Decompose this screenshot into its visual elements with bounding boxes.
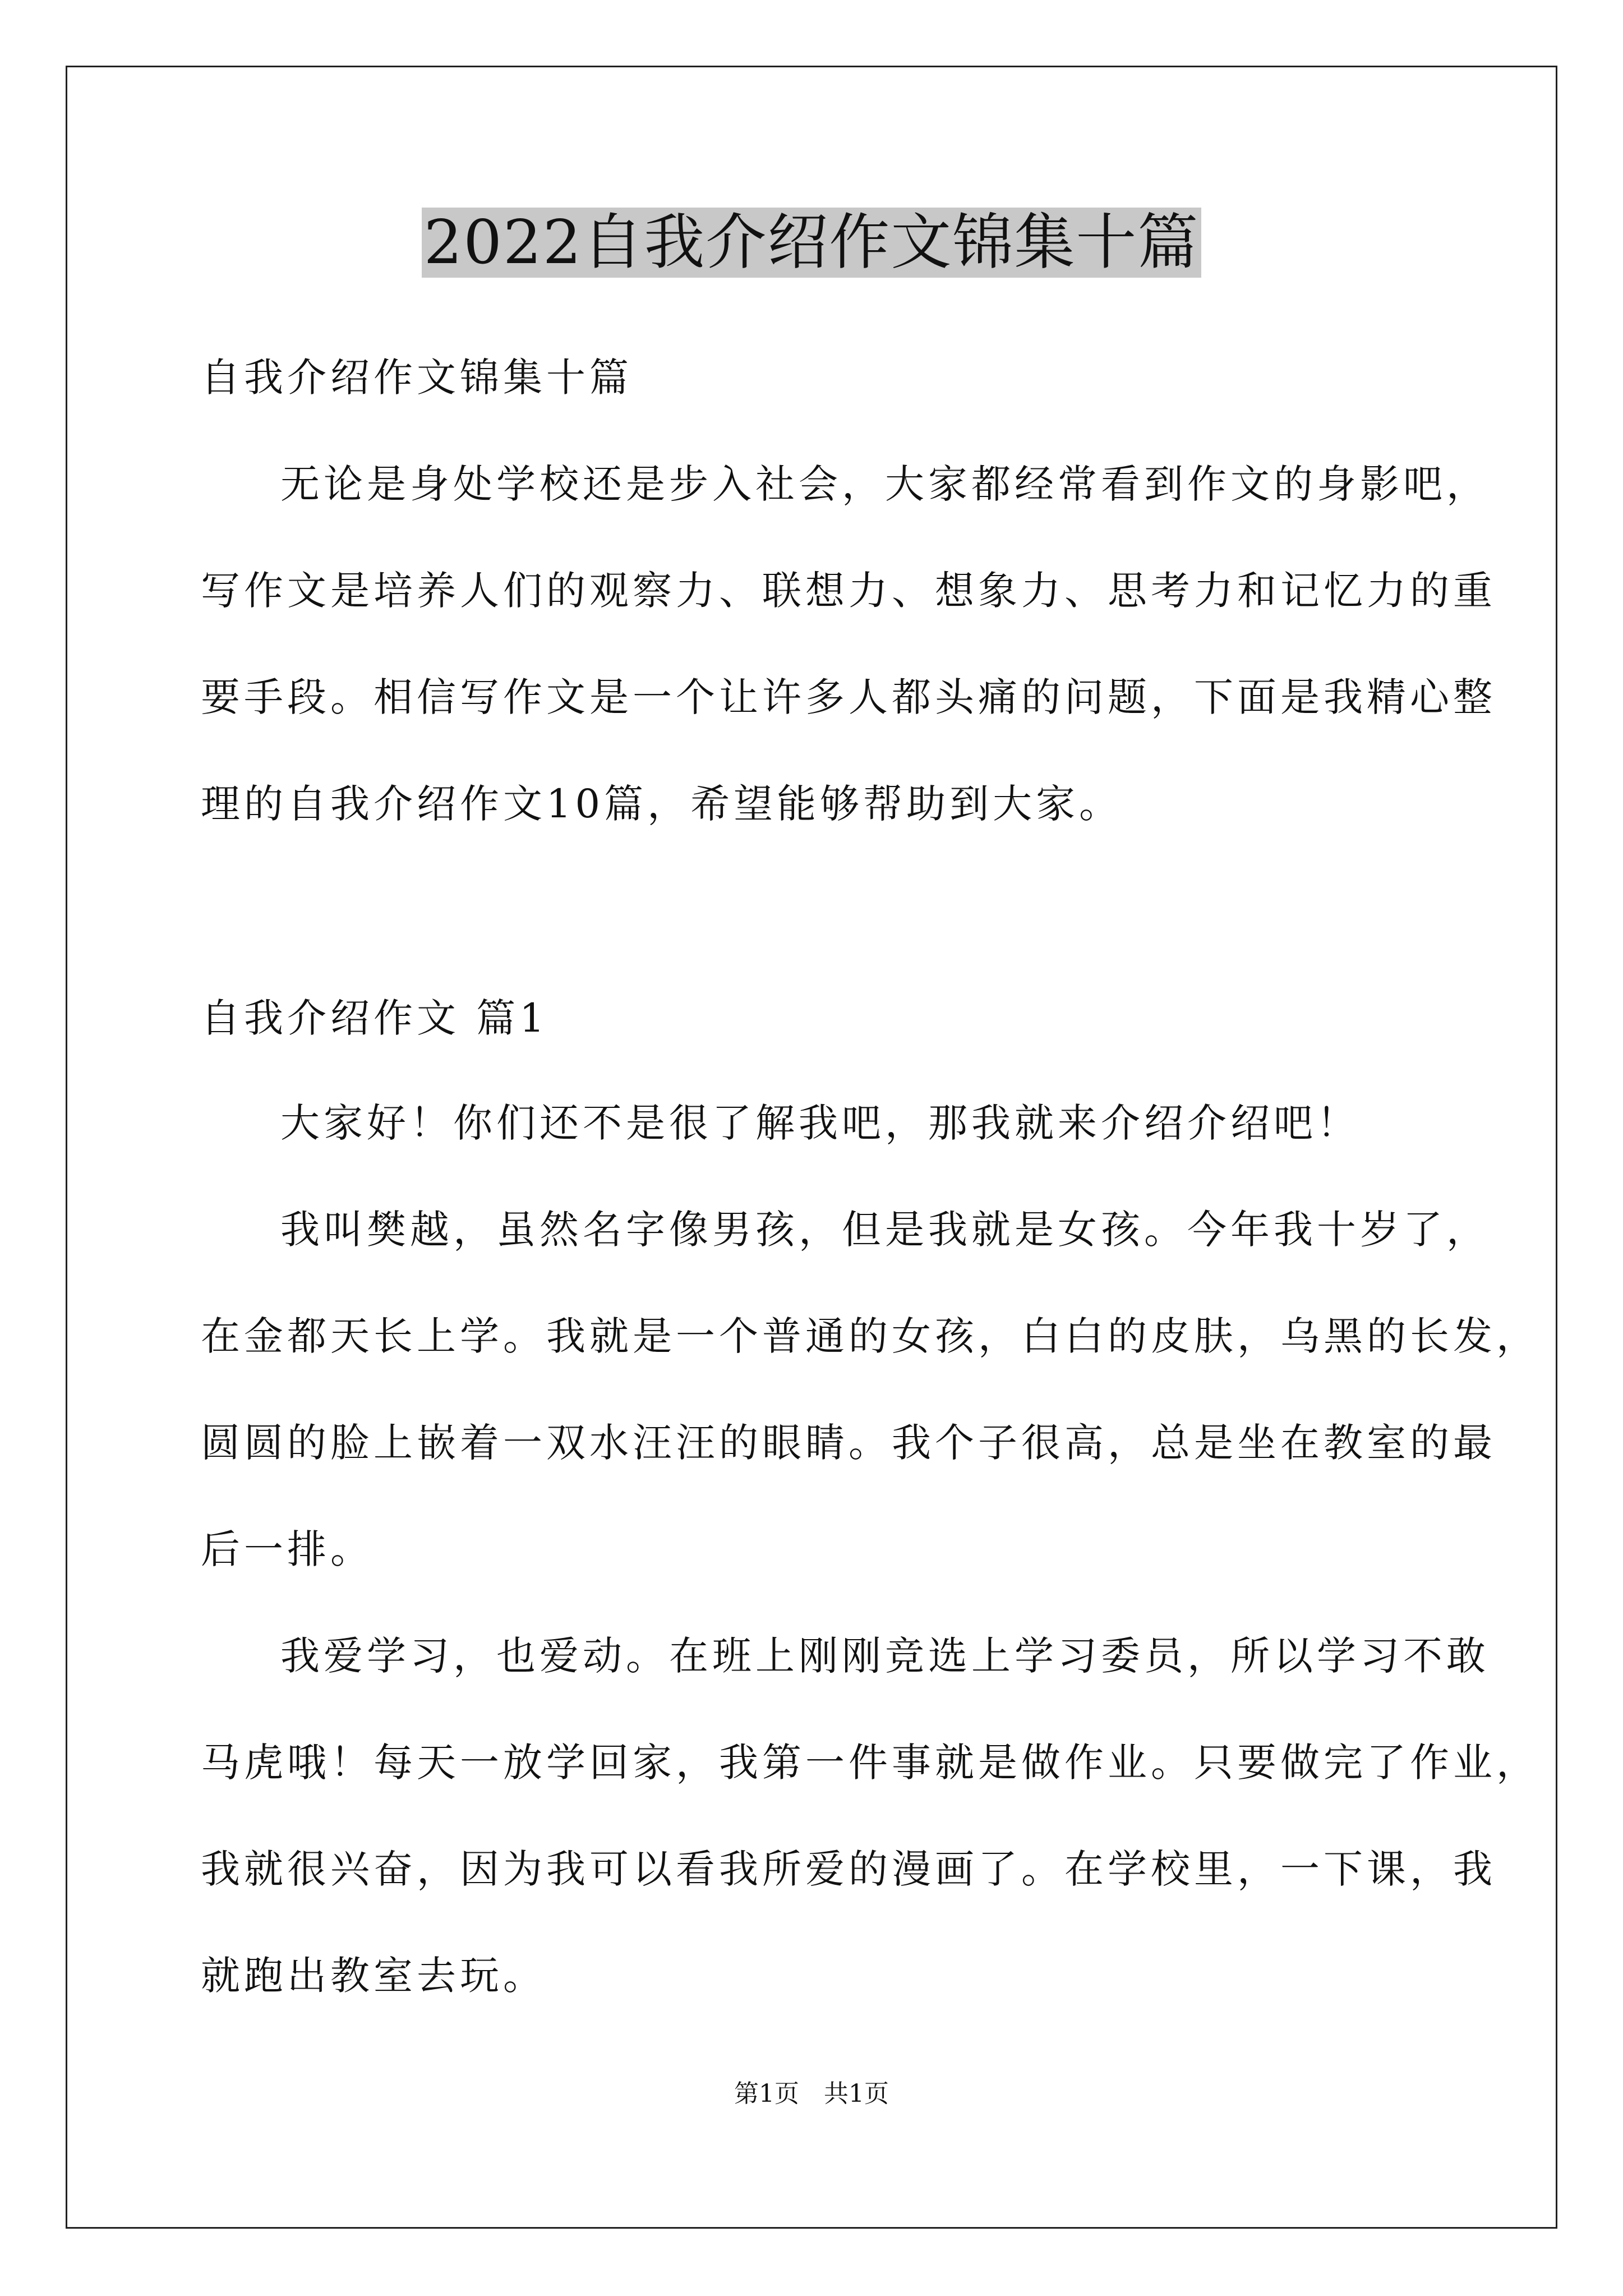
subtitle: 自我介绍作文锦集十篇 — [201, 355, 633, 401]
para3-line-2: 马虎哦！每天一放学回家，我第一件事就是做作业。只要做完了作业， — [201, 1740, 1539, 1786]
para2-line-4: 后一排。 — [201, 1526, 374, 1572]
para3-line-3: 我就很兴奋，因为我可以看我所爱的漫画了。在学校里，一下课，我 — [201, 1846, 1496, 1892]
para1-line-1: 大家好！你们还不是很了解我吧，那我就来介绍介绍吧！ — [280, 1100, 1360, 1146]
document-title — [0, 206, 1623, 279]
intro-line-4: 理的自我介绍作文10篇，希望能够帮助到大家。 — [201, 781, 1123, 827]
document-title-text: 2022自我介绍作文锦集十篇 — [422, 208, 1202, 278]
intro-line-1: 无论是身处学校还是步入社会，大家都经常看到作文的身影吧， — [280, 461, 1490, 507]
page-footer: 第1页 共1页 — [734, 2079, 889, 2108]
section-heading: 自我介绍作文 篇1 — [201, 995, 548, 1041]
intro-line-3: 要手段。相信写作文是一个让许多人都头痛的问题，下面是我精心整 — [201, 674, 1496, 720]
para3-line-1: 我爱学习，也爱动。在班上刚刚竞选上学习委员，所以学习不敢 — [280, 1633, 1490, 1679]
para2-line-2: 在金都天长上学。我就是一个普通的女孩，白白的皮肤，乌黑的长发， — [201, 1313, 1539, 1359]
para2-line-1: 我叫樊越，虽然名字像男孩，但是我就是女孩。今年我十岁了， — [280, 1207, 1490, 1253]
para3-line-4: 就跑出教室去玩。 — [201, 1953, 546, 1999]
intro-line-2: 写作文是培养人们的观察力、联想力、想象力、思考力和记忆力的重 — [201, 568, 1496, 614]
para2-line-3: 圆圆的脸上嵌着一双水汪汪的眼睛。我个子很高，总是坐在教室的最 — [201, 1420, 1496, 1466]
